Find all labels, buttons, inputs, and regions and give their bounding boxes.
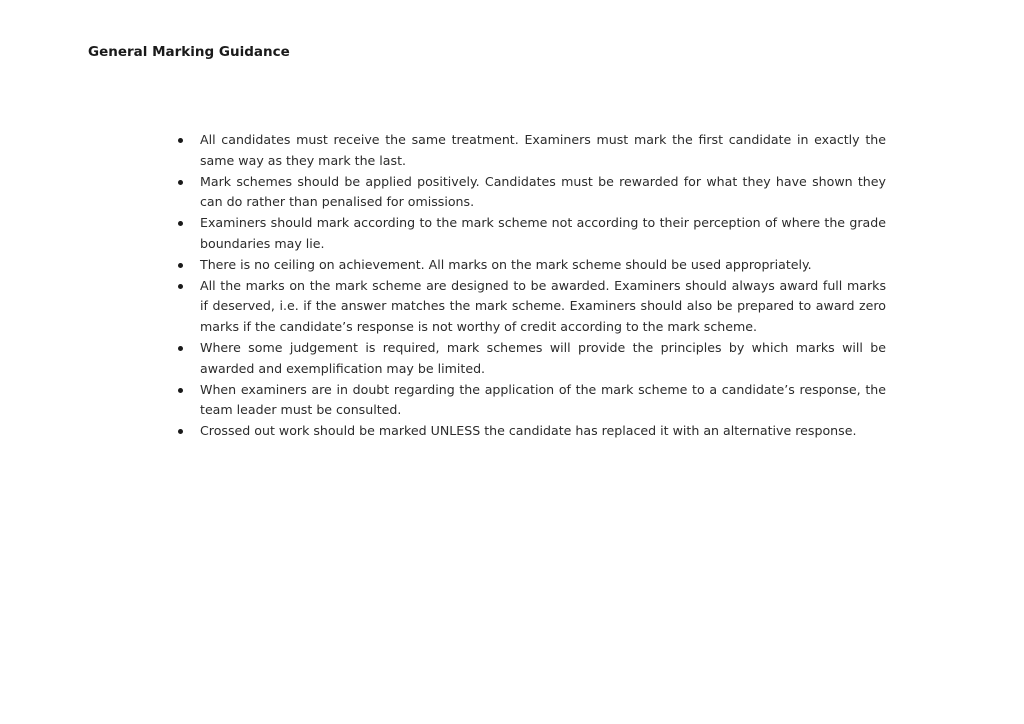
list-item [200, 338, 886, 380]
bullet-icon [178, 213, 188, 234]
list-item [200, 213, 886, 255]
list-item-text: All the marks on the mark scheme are designed to be awarded. Examiners should always award full marks if deserved, i.e. if the answer matches the mark scheme. Examiners should also be prepared to award zero marks if the candidate’s response is not worthy of credit according to the mark scheme. [200, 277, 886, 335]
page-title: General Marking Guidance [88, 44, 290, 60]
bullet-icon [178, 255, 188, 276]
list-item [200, 130, 886, 172]
bullet-icon [178, 172, 188, 193]
list-item-text: There is no ceiling on achievement. All marks on the mark scheme should be used appropriately. [200, 256, 812, 272]
list-item [200, 172, 886, 214]
bullet-icon [178, 380, 188, 401]
list-item-text: Where some judgement is required, mark schemes will provide the principles by which marks will be awarded and exemplification may be limited. [200, 339, 886, 376]
list-item-text: Crossed out work should be marked UNLESS the candidate has replaced it with an alternative response. [200, 423, 857, 439]
list-item [200, 421, 886, 442]
bullet-icon [178, 421, 188, 442]
list-item-text: Examiners should mark according to the mark scheme not according to their perception of where the grade boundaries may lie. [200, 215, 886, 251]
bullet-icon [178, 130, 188, 151]
list-item [200, 276, 886, 338]
list-item-text: All candidates must receive the same treatment. Examiners must mark the first candidate in exactly the same way as they mark the last. [200, 132, 886, 168]
guidance-list [200, 130, 886, 442]
list-item [200, 380, 886, 422]
bullet-icon [178, 276, 188, 297]
bullet-icon [178, 338, 188, 359]
list-item-text: When examiners are in doubt regarding the application of the mark scheme to a candidate’s response, the team leader must be consulted. [200, 381, 886, 418]
list-item [200, 255, 886, 276]
list-item-text: Mark schemes should be applied positively. Candidates must be rewarded for what they have shown they can do rather than penalised for omissions. [200, 173, 886, 210]
